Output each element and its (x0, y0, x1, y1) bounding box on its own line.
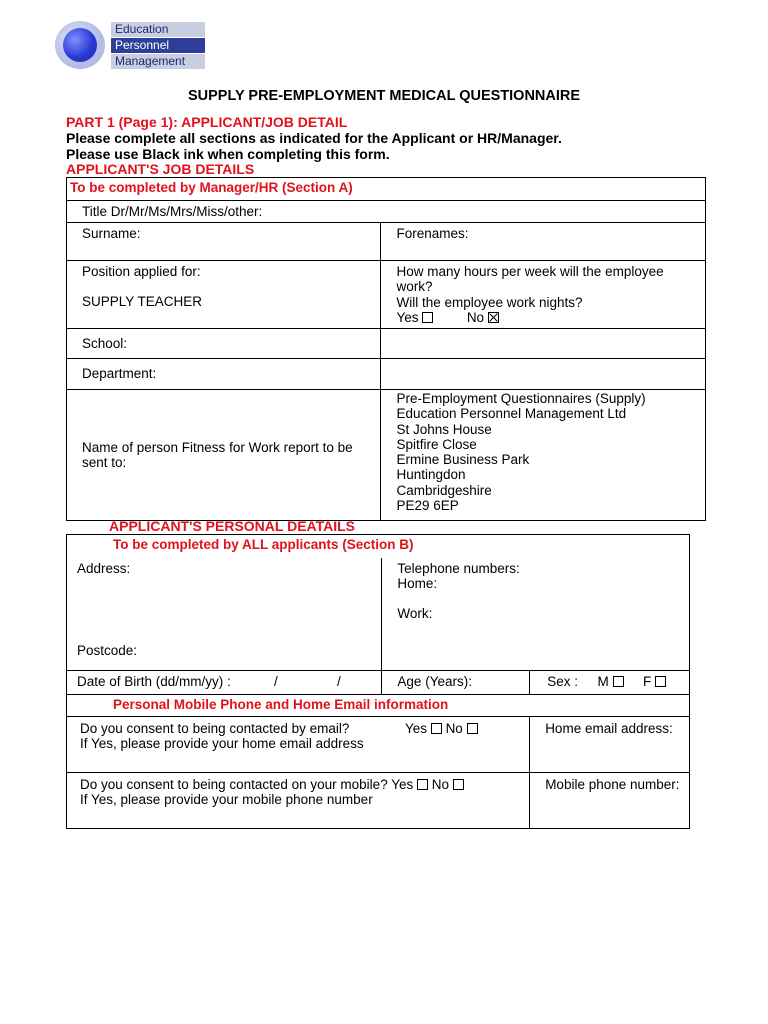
email-no-checkbox[interactable] (467, 723, 478, 734)
home-email-label: Home email address: (545, 721, 673, 736)
hours-nights-field[interactable] (381, 261, 706, 329)
report-label-line2: sent to: (82, 455, 127, 470)
address-line: Pre-Employment Questionnaires (Supply) (396, 391, 646, 406)
department-value[interactable] (381, 359, 706, 390)
mobile-number-field[interactable] (530, 773, 690, 829)
logo-line-education: Education (111, 22, 205, 37)
nights-question: Will the employee work nights? (396, 294, 583, 310)
section-a-table (66, 177, 706, 521)
section-a-header (67, 178, 706, 201)
address-line: St Johns House (396, 421, 492, 437)
mobile-consent-question (80, 777, 529, 792)
title-label: Title Dr/Mr/Ms/Mrs/Miss/other: (82, 204, 263, 219)
dob-label: Date of Birth (dd/mm/yy) : (77, 674, 231, 689)
position-label: Position applied for: (82, 264, 201, 279)
nights-yes-checkbox[interactable] (422, 312, 433, 323)
email-consent-question: Do you consent to being contacted by email? (80, 721, 350, 736)
nights-no-checkbox-checked[interactable] (488, 312, 499, 323)
mobile-yes-checkbox[interactable] (417, 779, 428, 790)
address-field[interactable] (67, 558, 382, 671)
personal-details-heading: APPLICANT'S PERSONAL DEATAILS (109, 518, 356, 534)
logo-line-management: Management (111, 54, 205, 69)
department-field[interactable] (67, 359, 381, 390)
email-yes-checkbox[interactable] (431, 723, 442, 734)
sex-female-label: F (643, 674, 652, 689)
logo-line-personnel: Personnel (111, 38, 205, 53)
part1-heading: PART 1 (Page 1): APPLICANT/JOB DETAIL (66, 114, 348, 130)
sex-male-checkbox[interactable] (613, 676, 624, 687)
home-phone-label: Home: (397, 575, 438, 591)
contact-info-header-text: Personal Mobile Phone and Home Email information (113, 697, 449, 712)
report-address (381, 390, 706, 521)
sex-label: Sex : (547, 674, 578, 689)
logo-globe-icon (55, 21, 105, 69)
department-label: Department: (82, 366, 157, 381)
company-logo (55, 21, 205, 69)
instruction-complete: Please complete all sections as indicated for the Applicant or HR/Manager. (66, 130, 562, 146)
dob-separator-1: / (274, 674, 278, 689)
page-title: SUPPLY PRE-EMPLOYMENT MEDICAL QUESTIONNAIRE (187, 88, 581, 104)
address-line: Education Personnel Management Ltd (396, 406, 627, 422)
forenames-field[interactable] (381, 223, 706, 261)
section-a-header-text: To be completed by Manager/HR (Section A) (70, 180, 353, 195)
age-field[interactable] (382, 671, 530, 695)
postcode-label: Postcode: (77, 642, 138, 658)
address-line: Ermine Business Park (396, 452, 530, 468)
mobile-yes-label: Yes (391, 777, 414, 792)
position-field[interactable] (67, 261, 381, 329)
section-b-table (66, 534, 690, 829)
work-phone-label: Work: (397, 606, 433, 622)
title-field[interactable] (67, 201, 706, 223)
section-b-header (67, 535, 690, 558)
address-line: Spitfire Close (396, 436, 477, 452)
mobile-consent-question-text: Do you consent to being contacted on your mobile? (80, 777, 388, 792)
surname-label: Surname: (82, 226, 141, 241)
address-line: Cambridgeshire (396, 482, 492, 498)
sex-male-label: M (597, 674, 609, 689)
nights-options (396, 310, 705, 325)
nights-yes-label: Yes (396, 309, 419, 325)
email-consent-instruction: If Yes, please provide your home email address (80, 736, 364, 752)
email-no-label: No (445, 721, 463, 736)
school-value[interactable] (381, 329, 706, 359)
mobile-consent-instruction: If Yes, please provide your mobile phone number (80, 792, 373, 808)
home-email-field[interactable] (530, 717, 690, 773)
dob-field[interactable] (67, 671, 382, 695)
nights-no-label: No (466, 309, 485, 325)
mobile-number-label: Mobile phone number: (545, 777, 680, 792)
address-label: Address: (77, 560, 131, 576)
sex-field (530, 671, 690, 695)
address-line: PE29 6EP (396, 498, 459, 514)
instruction-black-ink: Please use Black ink when completing this form. (66, 146, 390, 162)
age-label: Age (Years): (397, 674, 472, 689)
hours-question-line2: work? (396, 279, 433, 295)
telephone-field[interactable] (382, 558, 690, 671)
position-value: SUPPLY TEACHER (82, 294, 203, 310)
school-field[interactable] (67, 329, 381, 359)
address-line: Huntingdon (396, 467, 466, 483)
report-recipient-field (67, 390, 381, 521)
telephone-label: Telephone numbers: (397, 560, 520, 576)
mobile-no-checkbox[interactable] (453, 779, 464, 790)
report-label-line1: Name of person Fitness for Work report to be (82, 439, 353, 455)
email-yes-label: Yes (405, 721, 428, 736)
forenames-label: Forenames: (396, 226, 469, 241)
sex-female-checkbox[interactable] (655, 676, 666, 687)
email-consent-field (67, 717, 530, 773)
school-label: School: (82, 336, 128, 351)
section-b-header-text: To be completed by ALL applicants (Section B) (113, 537, 414, 552)
email-consent-options (405, 721, 478, 736)
mobile-no-label: No (431, 777, 450, 792)
mobile-consent-field (67, 773, 530, 829)
hours-question-line1: How many hours per week will the employee (396, 264, 664, 279)
contact-info-header (67, 695, 690, 717)
surname-field[interactable] (67, 223, 381, 261)
job-details-heading: APPLICANT'S JOB DETAILS (66, 161, 255, 177)
dob-separator-2: / (337, 674, 341, 689)
